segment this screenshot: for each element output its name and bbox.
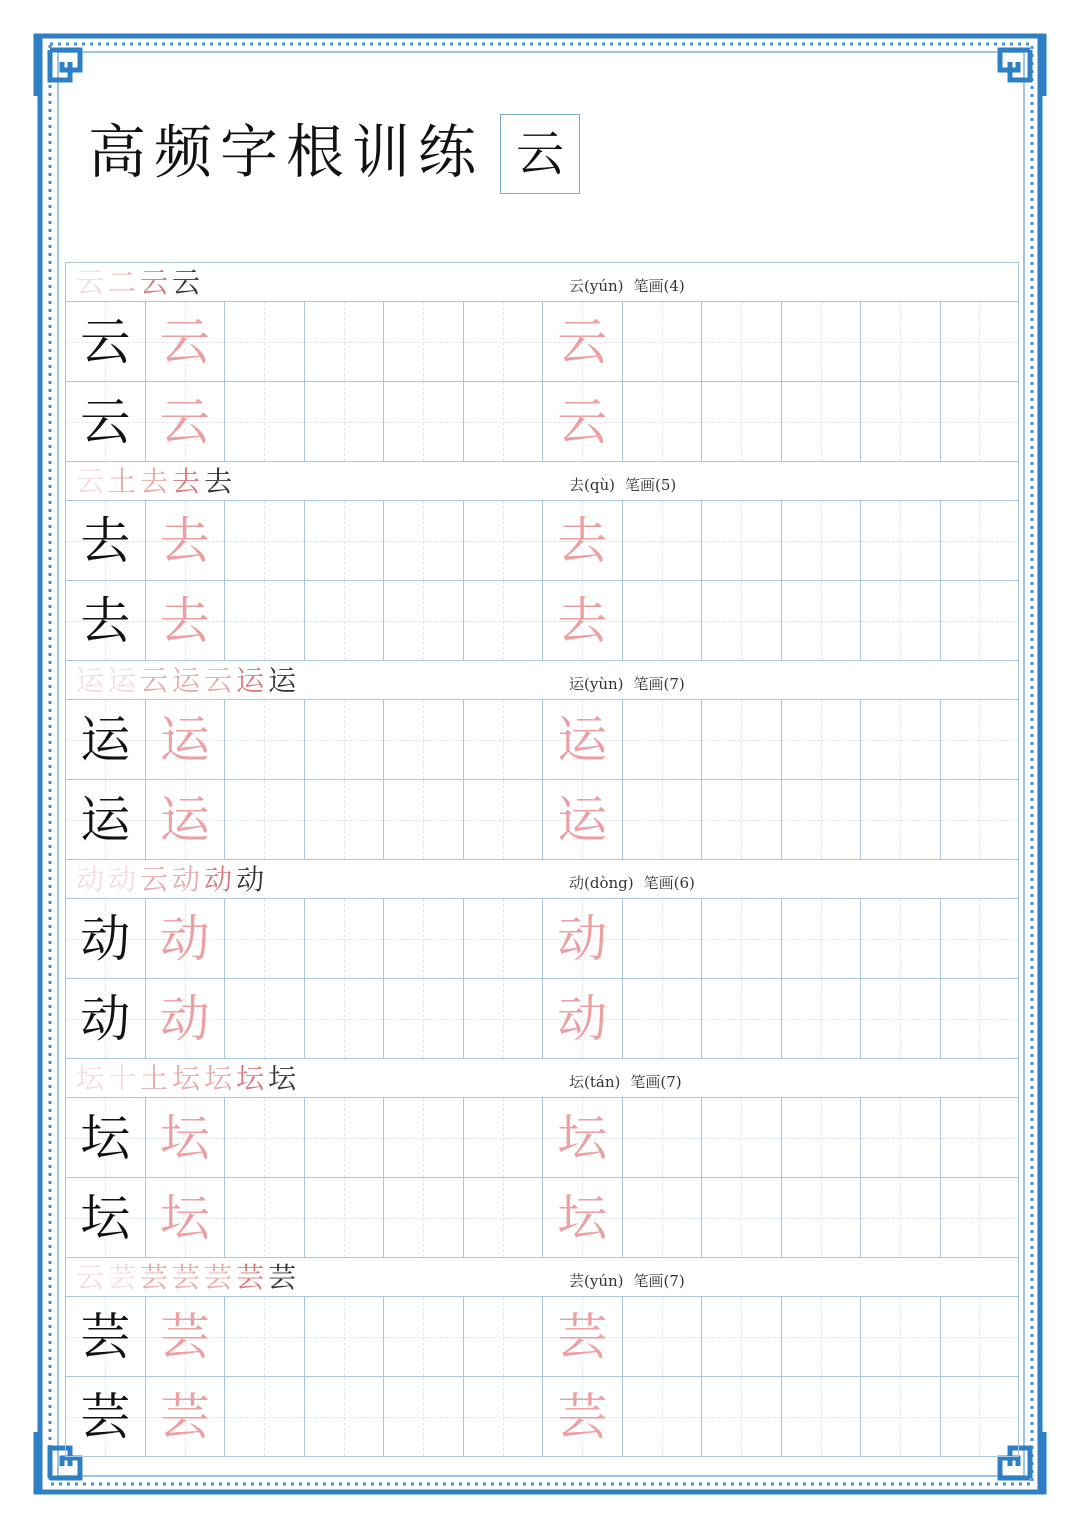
stroke-step: 运 (172, 664, 201, 697)
tianzige-cell[interactable] (781, 779, 861, 859)
tianzige-cell[interactable] (224, 978, 304, 1058)
tianzige-cell[interactable] (145, 580, 225, 660)
model-character: 去 (80, 592, 131, 650)
trace-character: 动 (159, 990, 210, 1048)
stroke-step: 芸 (204, 1261, 233, 1294)
tianzige-cell[interactable] (145, 500, 225, 580)
tianzige-cell[interactable] (383, 699, 463, 779)
tianzige-cell[interactable] (542, 1296, 622, 1376)
stroke-order-row (65, 1257, 1019, 1296)
stroke-step: 土 (108, 465, 137, 498)
trace-character: 云 (159, 313, 210, 371)
stroke-step: 运 (76, 664, 105, 697)
tianzige-cell[interactable] (383, 1376, 463, 1456)
tianzige-cell[interactable] (383, 1097, 463, 1177)
tianzige-cell[interactable] (224, 500, 304, 580)
tianzige-cell[interactable] (860, 381, 940, 461)
trace-character: 运 (159, 791, 210, 849)
model-character: 坛 (80, 1189, 131, 1247)
tianzige-cell[interactable] (463, 1177, 543, 1257)
stroke-step: 云 (140, 863, 169, 896)
radical-box: 云 (500, 114, 580, 194)
stroke-order-sequence (76, 862, 268, 898)
trace-character: 芸 (159, 1308, 210, 1366)
stroke-step: 运 (236, 664, 265, 697)
model-character: 去 (80, 512, 131, 570)
tianzige-cell[interactable] (224, 699, 304, 779)
sheet-bottom-line (65, 1456, 1019, 1457)
tianzige-cell[interactable] (622, 580, 702, 660)
tianzige-cell[interactable] (860, 301, 940, 381)
tianzige-cell[interactable] (781, 1177, 861, 1257)
tianzige-cell[interactable] (542, 779, 622, 859)
stroke-step: 芸 (172, 1261, 201, 1294)
tianzige-cell[interactable] (463, 1296, 543, 1376)
practice-row (65, 500, 1019, 580)
tianzige-cell[interactable] (701, 1376, 781, 1456)
trace-character: 坛 (557, 1189, 608, 1247)
stroke-step: 芸 (140, 1261, 169, 1294)
tianzige-cell[interactable] (65, 779, 145, 859)
stroke-step: 十 (108, 1062, 137, 1095)
tianzige-cell[interactable] (145, 699, 225, 779)
tianzige-cell[interactable] (383, 580, 463, 660)
tianzige-cell[interactable] (860, 699, 940, 779)
tianzige-cell[interactable] (781, 301, 861, 381)
tianzige-cell[interactable] (65, 1097, 145, 1177)
stroke-count-label: 笔画(7) (630, 1073, 682, 1091)
tianzige-cell[interactable] (860, 898, 940, 978)
tianzige-cell[interactable] (542, 580, 622, 660)
tianzige-cell[interactable] (463, 301, 543, 381)
practice-row (65, 1296, 1019, 1376)
practice-row (65, 978, 1019, 1058)
tianzige-cell[interactable] (304, 779, 384, 859)
stroke-order-row (65, 859, 1019, 898)
pinyin-label: 云(yún) (569, 277, 624, 295)
tianzige-cell[interactable] (304, 1097, 384, 1177)
tianzige-cell[interactable] (224, 779, 304, 859)
model-character: 运 (80, 711, 131, 769)
tianzige-cell[interactable] (542, 1177, 622, 1257)
character-section (65, 859, 1019, 1058)
tianzige-cell[interactable] (65, 580, 145, 660)
tianzige-cell[interactable] (463, 779, 543, 859)
stroke-step: 二 (108, 266, 137, 299)
tianzige-cell[interactable] (701, 500, 781, 580)
tianzige-cell[interactable] (701, 580, 781, 660)
stroke-step: 坛 (236, 1062, 265, 1095)
tianzige-cell[interactable] (781, 898, 861, 978)
tianzige-cell[interactable] (860, 779, 940, 859)
tianzige-cell[interactable] (860, 1376, 940, 1456)
tianzige-cell[interactable] (224, 1097, 304, 1177)
tianzige-cell[interactable] (65, 699, 145, 779)
tianzige-cell[interactable] (781, 978, 861, 1058)
tianzige-cell[interactable] (463, 1097, 543, 1177)
trace-character: 动 (159, 910, 210, 968)
model-character: 动 (80, 910, 131, 968)
character-section (65, 262, 1019, 461)
tianzige-cell[interactable] (224, 1296, 304, 1376)
tianzige-cell[interactable] (145, 1296, 225, 1376)
stroke-step: 坛 (172, 1062, 201, 1095)
tianzige-cell[interactable] (781, 500, 861, 580)
tianzige-cell[interactable] (65, 381, 145, 461)
tianzige-cell[interactable] (65, 500, 145, 580)
stroke-order-sequence (76, 1260, 300, 1296)
tianzige-cell[interactable] (781, 580, 861, 660)
character-section (65, 461, 1019, 660)
tianzige-cell[interactable] (145, 381, 225, 461)
tianzige-cell[interactable] (383, 381, 463, 461)
stroke-order-row (65, 1058, 1019, 1097)
tianzige-cell[interactable] (145, 1177, 225, 1257)
trace-character: 云 (159, 393, 210, 451)
tianzige-cell[interactable] (542, 500, 622, 580)
tianzige-cell[interactable] (940, 779, 1020, 859)
stroke-step: 云 (76, 266, 105, 299)
tianzige-cell[interactable] (940, 500, 1020, 580)
stroke-step: 动 (236, 863, 265, 896)
stroke-step: 芸 (236, 1261, 265, 1294)
tianzige-cell[interactable] (463, 978, 543, 1058)
tianzige-cell[interactable] (622, 1376, 702, 1456)
tianzige-cell[interactable] (860, 978, 940, 1058)
tianzige-cell[interactable] (304, 1177, 384, 1257)
pinyin-label: 芸(yún) (569, 1272, 624, 1290)
stroke-count-label: 笔画(4) (633, 277, 685, 295)
model-character: 芸 (80, 1388, 131, 1446)
tianzige-cell[interactable] (383, 301, 463, 381)
stroke-step: 坛 (204, 1062, 233, 1095)
tianzige-cell[interactable] (940, 699, 1020, 779)
tianzige-cell[interactable] (860, 500, 940, 580)
stroke-order-row (65, 262, 1019, 301)
tianzige-cell[interactable] (701, 978, 781, 1058)
tianzige-cell[interactable] (701, 1097, 781, 1177)
stroke-step: 动 (172, 863, 201, 896)
tianzige-cell[interactable] (224, 381, 304, 461)
character-section (65, 1257, 1019, 1456)
stroke-step: 云 (172, 266, 201, 299)
tianzige-cell[interactable] (224, 1376, 304, 1456)
tianzige-cell[interactable] (860, 1177, 940, 1257)
trace-character: 芸 (557, 1388, 608, 1446)
tianzige-cell[interactable] (383, 1177, 463, 1257)
stroke-step: 云 (140, 266, 169, 299)
stroke-step: 云 (204, 664, 233, 697)
practice-row (65, 1177, 1019, 1257)
tianzige-cell[interactable] (622, 779, 702, 859)
model-character: 坛 (80, 1109, 131, 1167)
tianzige-cell[interactable] (940, 898, 1020, 978)
tianzige-cell[interactable] (145, 978, 225, 1058)
stroke-step: 去 (204, 465, 233, 498)
tianzige-cell[interactable] (463, 500, 543, 580)
pinyin-label: 坛(tán) (569, 1073, 621, 1091)
tianzige-cell[interactable] (383, 1296, 463, 1376)
tianzige-cell[interactable] (701, 779, 781, 859)
stroke-count-label: 笔画(5) (624, 476, 677, 494)
tianzige-cell[interactable] (145, 1376, 225, 1456)
tianzige-cell[interactable] (940, 1177, 1020, 1257)
tianzige-cell[interactable] (860, 1097, 940, 1177)
pinyin-label: 动(dòng) (569, 874, 634, 892)
tianzige-cell[interactable] (860, 1296, 940, 1376)
tianzige-cell[interactable] (304, 1376, 384, 1456)
tianzige-cell[interactable] (463, 381, 543, 461)
tianzige-cell[interactable] (463, 898, 543, 978)
practice-sheet (65, 262, 1019, 1457)
trace-character: 坛 (557, 1109, 608, 1167)
trace-character: 去 (557, 592, 608, 650)
tianzige-cell[interactable] (542, 381, 622, 461)
practice-row (65, 381, 1019, 461)
tianzige-cell[interactable] (224, 301, 304, 381)
stroke-order-sequence (76, 663, 300, 699)
tianzige-cell[interactable] (383, 779, 463, 859)
stroke-order-sequence (76, 1061, 300, 1097)
tianzige-cell[interactable] (145, 779, 225, 859)
tianzige-cell[interactable] (940, 301, 1020, 381)
tianzige-cell[interactable] (304, 898, 384, 978)
tianzige-cell[interactable] (622, 1296, 702, 1376)
tianzige-cell[interactable] (463, 1376, 543, 1456)
tianzige-cell[interactable] (65, 978, 145, 1058)
stroke-count-label: 笔画(7) (633, 1272, 685, 1290)
trace-character: 去 (557, 512, 608, 570)
model-character: 云 (80, 393, 131, 451)
stroke-step: 运 (108, 664, 137, 697)
tianzige-cell[interactable] (65, 1177, 145, 1257)
tianzige-cell[interactable] (622, 1177, 702, 1257)
stroke-step: 坛 (76, 1062, 105, 1095)
tianzige-cell[interactable] (622, 898, 702, 978)
page-title: 高频字根训练 (88, 118, 485, 186)
practice-row (65, 1376, 1019, 1456)
character-info (569, 474, 676, 495)
trace-character: 运 (159, 711, 210, 769)
stroke-order-sequence (76, 265, 204, 301)
tianzige-cell[interactable] (940, 1097, 1020, 1177)
tianzige-cell[interactable] (622, 500, 702, 580)
tianzige-cell[interactable] (463, 699, 543, 779)
stroke-step: 云 (76, 465, 105, 498)
tianzige-cell[interactable] (940, 1296, 1020, 1376)
trace-character: 云 (557, 313, 608, 371)
trace-character: 动 (557, 910, 608, 968)
model-character: 动 (80, 990, 131, 1048)
stroke-step: 动 (204, 863, 233, 896)
tianzige-cell[interactable] (304, 580, 384, 660)
trace-character: 坛 (159, 1189, 210, 1247)
practice-row (65, 301, 1019, 381)
tianzige-cell[interactable] (542, 978, 622, 1058)
tianzige-cell[interactable] (701, 898, 781, 978)
tianzige-cell[interactable] (781, 381, 861, 461)
trace-character: 运 (557, 711, 608, 769)
stroke-order-row (65, 660, 1019, 699)
trace-character: 去 (159, 512, 210, 570)
tianzige-cell[interactable] (304, 978, 384, 1058)
stroke-step: 芸 (268, 1261, 297, 1294)
trace-character: 芸 (159, 1388, 210, 1446)
tianzige-cell[interactable] (65, 1296, 145, 1376)
character-section (65, 660, 1019, 859)
tianzige-cell[interactable] (383, 898, 463, 978)
tianzige-cell[interactable] (145, 898, 225, 978)
tianzige-cell[interactable] (940, 381, 1020, 461)
stroke-step: 芸 (108, 1261, 137, 1294)
tianzige-cell[interactable] (940, 978, 1020, 1058)
practice-row (65, 699, 1019, 779)
trace-character: 云 (557, 393, 608, 451)
tianzige-cell[interactable] (383, 978, 463, 1058)
tianzige-cell[interactable] (65, 898, 145, 978)
trace-character: 芸 (557, 1308, 608, 1366)
tianzige-cell[interactable] (304, 699, 384, 779)
trace-character: 坛 (159, 1109, 210, 1167)
tianzige-cell[interactable] (542, 1376, 622, 1456)
stroke-step: 动 (108, 863, 137, 896)
tianzige-cell[interactable] (940, 580, 1020, 660)
pinyin-label: 运(yùn) (569, 675, 624, 693)
tianzige-cell[interactable] (304, 301, 384, 381)
stroke-order-sequence (76, 464, 236, 500)
tianzige-cell[interactable] (542, 1097, 622, 1177)
model-character: 芸 (80, 1308, 131, 1366)
tianzige-cell[interactable] (701, 699, 781, 779)
tianzige-cell[interactable] (383, 500, 463, 580)
stroke-step: 云 (76, 1261, 105, 1294)
pinyin-label: 去(qù) (569, 476, 615, 494)
tianzige-cell[interactable] (145, 1097, 225, 1177)
tianzige-cell[interactable] (542, 699, 622, 779)
stroke-step: 土 (140, 1062, 169, 1095)
tianzige-cell[interactable] (304, 381, 384, 461)
stroke-count-label: 笔画(7) (633, 675, 685, 693)
tianzige-cell[interactable] (622, 381, 702, 461)
practice-row (65, 580, 1019, 660)
practice-row (65, 779, 1019, 859)
practice-row (65, 898, 1019, 978)
tianzige-cell[interactable] (542, 898, 622, 978)
stroke-count-label: 笔画(6) (643, 874, 695, 892)
trace-character: 运 (557, 791, 608, 849)
character-info (569, 872, 695, 893)
tianzige-cell[interactable] (701, 1296, 781, 1376)
character-section (65, 1058, 1019, 1257)
tianzige-cell[interactable] (65, 301, 145, 381)
character-info (569, 1270, 685, 1291)
model-character: 云 (80, 313, 131, 371)
tianzige-cell[interactable] (781, 1097, 861, 1177)
tianzige-cell[interactable] (542, 301, 622, 381)
tianzige-cell[interactable] (622, 978, 702, 1058)
model-character: 运 (80, 791, 131, 849)
stroke-step: 去 (140, 465, 169, 498)
stroke-step: 去 (172, 465, 201, 498)
character-info (569, 673, 685, 694)
character-info (569, 275, 685, 296)
tianzige-cell[interactable] (65, 1376, 145, 1456)
trace-character: 动 (557, 990, 608, 1048)
tianzige-cell[interactable] (304, 500, 384, 580)
stroke-step: 动 (76, 863, 105, 896)
tianzige-cell[interactable] (145, 301, 225, 381)
tianzige-cell[interactable] (622, 301, 702, 381)
tianzige-cell[interactable] (860, 580, 940, 660)
tianzige-cell[interactable] (622, 1097, 702, 1177)
stroke-step: 坛 (268, 1062, 297, 1095)
tianzige-cell[interactable] (622, 699, 702, 779)
tianzige-cell[interactable] (701, 381, 781, 461)
tianzige-cell[interactable] (224, 1177, 304, 1257)
tianzige-cell[interactable] (463, 580, 543, 660)
tianzige-cell[interactable] (781, 1296, 861, 1376)
tianzige-cell[interactable] (224, 580, 304, 660)
tianzige-cell[interactable] (781, 699, 861, 779)
practice-row (65, 1097, 1019, 1177)
tianzige-cell[interactable] (781, 1376, 861, 1456)
tianzige-cell[interactable] (224, 898, 304, 978)
stroke-step: 运 (268, 664, 297, 697)
character-info (569, 1071, 682, 1092)
stroke-step: 云 (140, 664, 169, 697)
stroke-order-row (65, 461, 1019, 500)
tianzige-cell[interactable] (940, 1376, 1020, 1456)
tianzige-cell[interactable] (701, 301, 781, 381)
tianzige-cell[interactable] (701, 1177, 781, 1257)
trace-character: 去 (159, 592, 210, 650)
tianzige-cell[interactable] (304, 1296, 384, 1376)
